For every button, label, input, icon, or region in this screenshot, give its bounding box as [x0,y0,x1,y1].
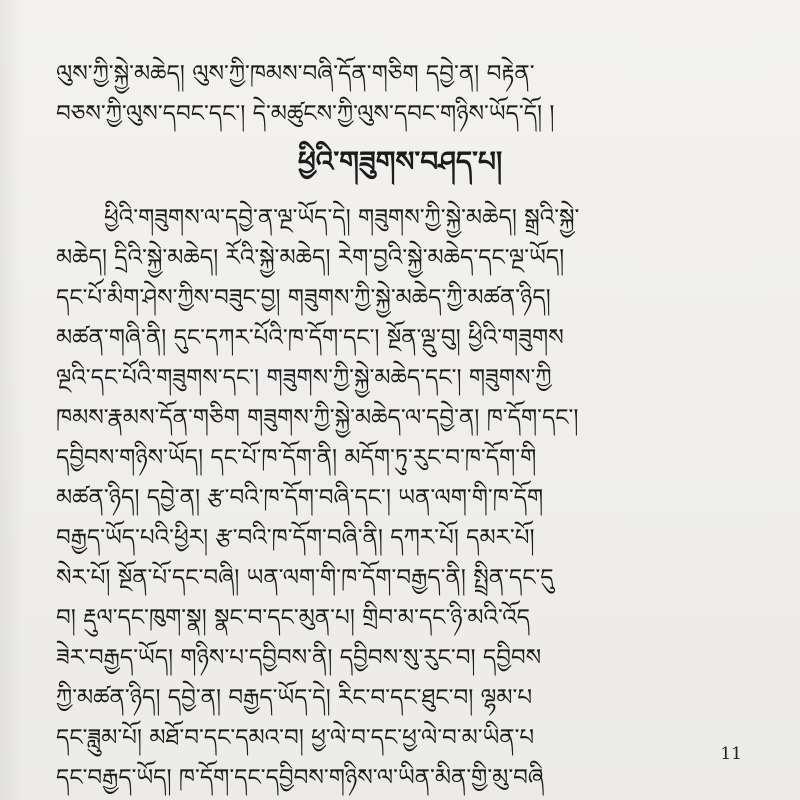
text-line: བ། རྡུལ་དང་ཁུག་སྣ། སྣང་བ་དང་མུན་པ། གྲིབ་མ་དང་ཉི་མའི་འོད [56,605,530,631]
page-number: 11 [720,744,742,764]
text-line: ལྔའི་དང་པོའི་གཟུགས་དང་། གཟུགས་ཀྱི་སྐྱེ་མཆེད་དང་། གཟུགས་ཀྱི [56,365,552,391]
text-line: དང་ཟླུམ་པོ། མཐོ་བ་དང་དམའ་བ། ཕྱ་ལེ་བ་དང་ཕྱ་ལེ་བ་མ་ཡིན་པ [56,725,535,751]
text-line: ལུས་ཀྱི་སྐྱེ་མཆེད། ལུས་ཀྱི་ཁམས་བཞི་དོན་གཅིག དབྱེ་ན། བརྟེན་ [56,61,535,87]
text-line: ཁམས་རྣམས་དོན་གཅིག གཟུགས་ཀྱི་སྐྱེ་མཆེད་ལ་དབྱེ་ན། ཁ་དོག་དང་། [56,405,579,431]
text-line: དང་བརྒྱད་ཡོད། ཁ་དོག་དང་དབྱིབས་གཉིས་ལ་ཡིན་མིན་གྱི་མུ་བཞི [56,765,544,791]
text-line: བཅས་ཀྱི་ལུས་དབང་དང་། དེ་མཚུངས་ཀྱི་ལུས་དབང་གཉིས་ཡོད་དོ། ། [56,101,555,127]
page-gutter-shadow [0,0,24,800]
text-line: མཆེད། དྲིའི་སྐྱེ་མཆེད། རོའི་སྐྱེ་མཆེད། རེག་བྱའི་སྐྱེ་མཆེད་དང་ལྔ་ཡོད། [56,245,565,271]
text-line: དང་པོ་མིག་ཤེས་ཀྱིས་བཟུང་བྱ། གཟུགས་ཀྱི་སྐྱེ་མཆེད་ཀྱི་མཚན་ཉིད། [56,285,551,311]
text-line: ཕྱིའི་གཟུགས་ལ་དབྱེ་ན་ལྔ་ཡོད་དེ། གཟུགས་ཀྱི་སྐྱེ་མཆེད། སྒྲའི་སྐྱེ་ [104,205,580,231]
section-heading: ཕྱིའི་གཟུགས་བཤད་པ། [297,145,503,178]
text-line: མཚན་གཞི་ནི། དུང་དཀར་པོའི་ཁ་དོག་དང་། སྔོན་ལྡུ་བུ། ཕྱིའི་གཟུགས [56,325,564,351]
text-line: བརྒྱད་ཡོད་པའི་ཕྱིར། རྩ་བའི་ཁ་དོག་བཞི་ནི། དཀར་པོ། དམར་པོ། [56,525,535,551]
text-line: དབྱིབས་གཉིས་ཡོད། དང་པོ་ཁ་དོག་ནི། མདོག་ཏུ་རུང་བ་ཁ་དོག་གི [56,445,537,471]
text-line: ཀྱི་མཚན་ཉིད། དབྱེ་ན། བརྒྱད་ཡོད་དེ། རིང་བ་དང་ཐུང་བ། ལྷམ་པ [56,685,533,711]
text-line: ཟེར་བརྒྱད་ཡོད། གཉིས་པ་དབྱིབས་ནི། དབྱིབས་སུ་རུང་བ། དབྱིབས [56,645,542,671]
text-line: མཚན་ཉིད། དབྱེ་ན། རྩ་བའི་ཁ་དོག་བཞི་དང་། ཡན་ལག་གི་ཁ་དོག [56,485,544,511]
text-line: སེར་པོ། སྔོན་པོ་དང་བཞི། ཡན་ལག་གི་ཁ་དོག་བརྒྱད་ནི། སྤྲིན་དང་དུ [56,565,554,591]
